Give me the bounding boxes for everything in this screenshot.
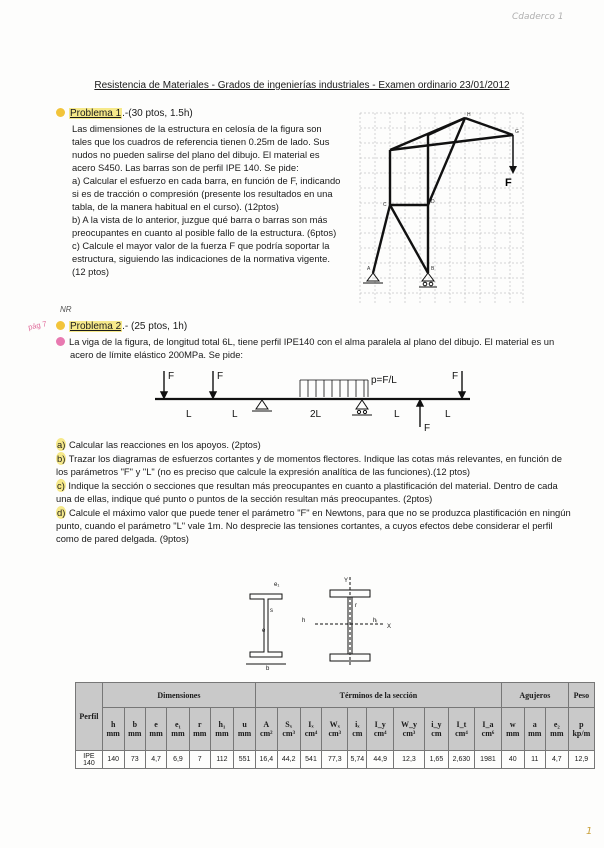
table-column-header: I_t cm⁴ — [448, 708, 474, 751]
table-cell: 551 — [234, 751, 256, 769]
exam-header: Resistencia de Materiales - Grados de ingenierías industriales - Examen ordinario 23/01/2012 — [94, 80, 510, 91]
beam-load-label: F — [168, 371, 175, 382]
question-letter: d) — [57, 507, 66, 518]
distributed-load-label: p=F/L — [371, 375, 397, 386]
highlight-bullet-icon — [56, 108, 65, 117]
problem2-label: Problema 2 — [70, 321, 122, 332]
section-label: e — [262, 628, 266, 634]
problem1-paragraph: a) Calcular el esfuerzo en cada barra, en función de F, indicando si es de tracción o compresión (presente los resultados en una tabla, de la manera habitual en el curso). (12ptos) — [72, 175, 341, 212]
problem2-points: .- (25 ptos, 1h) — [122, 321, 188, 332]
table-column-header: h₁ mm — [210, 708, 234, 751]
page-number: 1 — [586, 826, 593, 837]
question-letter: c) — [57, 480, 65, 491]
table-group-header: Dimensiones — [102, 683, 255, 708]
section-label: X — [387, 624, 392, 630]
question-letter: b) — [57, 453, 66, 464]
section-label: h — [302, 618, 306, 624]
table-cell: 1981 — [475, 751, 502, 769]
table-column-header: I_y cm⁴ — [367, 708, 394, 751]
section-label: Y — [344, 578, 349, 584]
span-label: 2L — [310, 409, 322, 420]
problem2-title — [56, 321, 187, 332]
truss-bars — [373, 118, 513, 273]
table-column-header: r mm — [189, 708, 210, 751]
section-label: b — [266, 666, 270, 672]
problem2-intro-text: La viga de la figura, de longitud total 6L, tiene perfil IPE140 con el alma paralela al plano del dibujo. El material es un acero de límite elástico 200MPa. Se pide: — [69, 336, 555, 360]
problem2-questions — [56, 438, 576, 546]
table-column-header: I_a cm⁶ — [475, 708, 502, 751]
table-cell: 40 — [501, 751, 524, 769]
node-label: C — [383, 202, 387, 208]
table-cell: 12,9 — [568, 751, 594, 769]
table-header: Perfil — [76, 683, 103, 751]
problem2-intro — [56, 335, 576, 361]
table-cell: 6,9 — [167, 751, 190, 769]
table-cell: 11 — [524, 751, 545, 769]
table-cell: 7 — [189, 751, 210, 769]
node-label: D — [431, 199, 435, 205]
question-text: Indique la sección o secciones que resultan más preocupantes en cuanto a plastificación del material. Dentro de cada una de ellas, indique qué punto o puntos de la sección resultan más preocupantes. (2ptos) — [56, 480, 558, 504]
span-label: L — [186, 409, 192, 420]
section-label: s — [270, 608, 273, 614]
table-column-header: Wₓ cm³ — [322, 708, 348, 751]
table-cell: 5,74 — [348, 751, 367, 769]
table-column-header: W_y cm³ — [393, 708, 424, 751]
question-item — [56, 438, 576, 451]
question-text: Trazar los diagramas de esfuerzos cortantes y de momentos flectores. Indique las cotas más relevantes, en función de los parámetros "F" y "L" (no es preciso que calcule la expresión analítica de las funciones).(12 ptos) — [56, 453, 562, 477]
table-cell: 4,7 — [146, 751, 167, 769]
node-label: H — [467, 112, 471, 118]
table-cell: 112 — [210, 751, 234, 769]
table-column-header: e mm — [146, 708, 167, 751]
section-label: e₁ — [274, 582, 280, 588]
truss-supports — [363, 273, 437, 287]
section-label: hᵢ — [373, 618, 378, 624]
table-column-header: p kp/m — [568, 708, 594, 751]
beam-load-label: F — [424, 423, 431, 433]
table-cell: 541 — [300, 751, 322, 769]
table-cell: 73 — [124, 751, 146, 769]
table-cell: IPE 140 — [76, 751, 103, 769]
table-column-header: Sₓ cm³ — [277, 708, 300, 751]
question-text: Calcular las reacciones en los apoyos. (2ptos) — [66, 439, 261, 450]
problem1-statement — [72, 122, 344, 278]
problem1-points: .-(30 ptos, 1.5h) — [122, 108, 193, 119]
table-cell: 4,7 — [545, 751, 568, 769]
node-label: B — [431, 266, 435, 272]
beam-figure — [150, 365, 480, 433]
table-column-header: h mm — [102, 708, 124, 751]
question-text: Calcule el máximo valor que puede tener el parámetro "F" en Newtons, para que no se produzca plastificación en ningún punto, cuando el parámetro "L" vale 1m. No desprecie las tensiones cortantes, a cuyos efectos debe considerar el perfil como de pared delgada. (9ptos) — [56, 507, 571, 544]
table-group-header: Términos de la sección — [255, 683, 501, 708]
highlight-bullet-icon — [56, 321, 65, 330]
problem1-paragraph: b) A la vista de lo anterior, juzgue qué barra o barras son más preocupantes en cuanto al posible fallo de la estructura. (6ptos) — [72, 214, 337, 238]
reference-grid — [360, 113, 523, 303]
table-column-header: Iₓ cm⁴ — [300, 708, 322, 751]
table-column-header: b mm — [124, 708, 146, 751]
problem1-title — [56, 108, 193, 119]
beam-load-label: F — [217, 371, 224, 382]
problem1-label: Problema 1 — [70, 108, 122, 119]
table-cell: 44,9 — [367, 751, 394, 769]
span-label: L — [445, 409, 451, 420]
table-column-header: a mm — [524, 708, 545, 751]
table-cell: 16,4 — [255, 751, 277, 769]
table-column-header: w mm — [501, 708, 524, 751]
question-item — [56, 506, 576, 545]
table-column-header: iₓ cm — [348, 708, 367, 751]
ipe-side-view — [246, 594, 286, 664]
corner-handwritten-note: Cdaderco 1 — [512, 12, 564, 22]
problem1-paragraph: Las dimensiones de la estructura en celosía de la figura son tales que los cuadros de referencia tienen 0.25m de lado. Sus nudos no pueden salirse del plano del dibujo. El material es acero S450. Las barras son de perfil IPE 140. Se pide: — [72, 123, 330, 173]
table-group-header: Agujeros — [501, 683, 568, 708]
table-cell: 44,2 — [277, 751, 300, 769]
span-label: L — [394, 409, 400, 420]
table-column-header: i_y cm — [424, 708, 448, 751]
table-cell: 140 — [102, 751, 124, 769]
ipe-section-figure — [240, 572, 400, 672]
table-column-header: A cm² — [255, 708, 277, 751]
pink-bullet-icon — [56, 337, 65, 346]
distributed-load — [300, 380, 368, 397]
table-cell: 12,3 — [393, 751, 424, 769]
table-column-header: u mm — [234, 708, 256, 751]
question-item — [56, 452, 576, 478]
table-column-header: e₁ mm — [167, 708, 190, 751]
nr-handwritten-note: NR — [60, 305, 72, 314]
span-label: L — [232, 409, 238, 420]
truss-figure — [355, 108, 525, 303]
problem1-paragraph: c) Calcule el mayor valor de la fuerza F que podría soportar la estructura, siguiendo las indicaciones de la normativa vigente. (12 ptos) — [72, 240, 330, 277]
truss-load-label: F — [505, 177, 512, 189]
table-group-header: Peso — [568, 683, 594, 708]
question-letter: a) — [57, 439, 66, 450]
table-cell: 77,3 — [322, 751, 348, 769]
ipe-properties-table — [75, 682, 595, 769]
section-label: r — [355, 603, 357, 609]
table-column-header: e₂ mm — [545, 708, 568, 751]
node-label: A — [367, 266, 371, 272]
page-reference-note: pág 7 — [27, 319, 48, 332]
table-cell: 1,65 — [424, 751, 448, 769]
table-row — [76, 751, 595, 769]
question-item — [56, 479, 576, 505]
table-cell: 2,630 — [448, 751, 474, 769]
beam-load-label: F — [452, 371, 459, 382]
node-label: G — [515, 129, 519, 135]
